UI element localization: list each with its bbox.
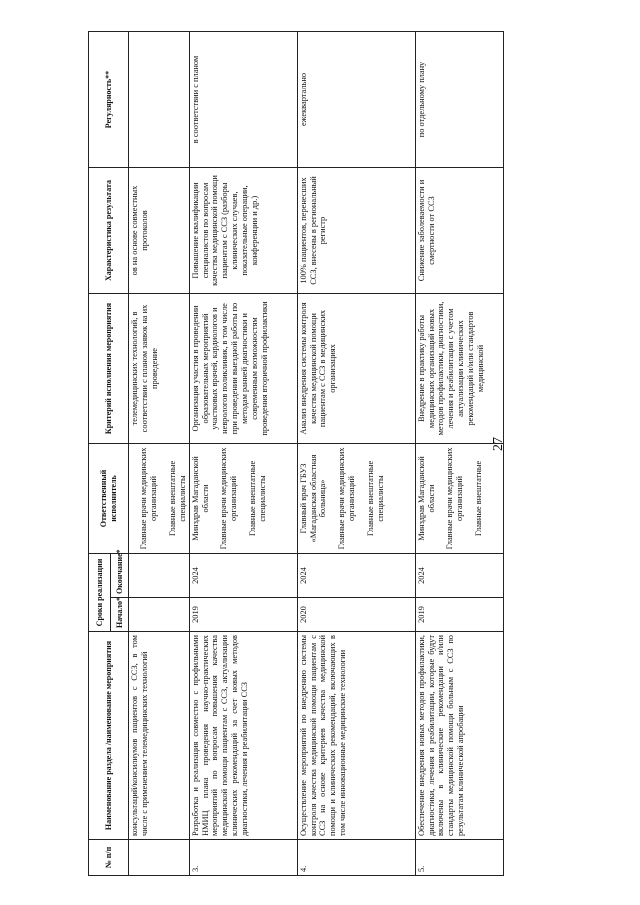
row-end: 2024 xyxy=(189,554,297,598)
header-end: Окончание* xyxy=(111,554,129,598)
row-regularity: по отдельному плану xyxy=(415,32,503,168)
row-criterion: телемедицинских технологий, в соответствии с планом заявок на их проведение xyxy=(129,294,190,444)
row-name: Обеспечение внедрения новых методов профилактики, диагностики, лечения и реабилитации, которые будут включены в клинические рекомендации и/или стандарты медицинской помощи больным с ССЗ по результатам клинической апробации xyxy=(415,632,503,840)
responsible-line: Минздрав Магаданской области xyxy=(416,456,436,541)
row-responsible xyxy=(129,444,190,554)
rotated-table-container xyxy=(88,32,486,876)
responsible-line: Главные внештатные специалисты xyxy=(167,460,187,537)
row-criterion: Внедрение в практику работы медицинских организаций новых методов профилактики, диагностики, лечения и реабилитации с учетом актуализации клинических рекомендаций и/или стандартов медицинской xyxy=(415,294,503,444)
responsible-line: Главные внештатные xyxy=(474,460,484,537)
row-num: 4. xyxy=(297,840,415,876)
header-result: Характеристика результата xyxy=(89,168,129,294)
responsible-line: Главные внештатные специалисты xyxy=(248,460,268,537)
row-end: 2024 xyxy=(297,554,415,598)
row-end xyxy=(129,554,190,598)
responsible-line: Главные врачи медицинских организаций xyxy=(219,447,239,550)
row-regularity: в соответствии с планом xyxy=(189,32,297,168)
row-responsible xyxy=(415,444,503,554)
row-num xyxy=(129,840,190,876)
row-start xyxy=(129,598,190,632)
row-num: 5. xyxy=(415,840,503,876)
header-regularity: Регулярность** xyxy=(89,32,129,168)
row-name: консультаций/консилиумов пациентов с ССЗ, в том числе с применением телемедицинских технологий xyxy=(129,632,190,840)
responsible-line: Главные врачи медицинских организаций xyxy=(139,447,158,550)
row-start: 2019 xyxy=(415,598,503,632)
row-result: 100% пациентов, перенесших ССЗ, внесены в региональный регистр xyxy=(297,168,415,294)
table-row xyxy=(129,32,190,876)
row-result: ов на основе совместных протоколов xyxy=(129,168,190,294)
responsible-line: Минздрав Магаданской области xyxy=(190,456,210,541)
page-number: 27 xyxy=(491,437,506,451)
responsible-line: Главный врач ГБУЗ «Магаданская областная больница» xyxy=(298,454,328,543)
responsible-line: Главные врачи медицинских организаций xyxy=(445,447,465,550)
row-criterion: Организация участия в проведении образовательных мероприятий участковых врачей, кардиологов и неврологов поликлиник, в том числе при проведении выездной работы по методам ранней диагностики и современным возможностям проведения вторичной профилактики xyxy=(189,294,297,444)
row-regularity xyxy=(129,32,190,168)
table-row xyxy=(189,32,297,876)
row-result: Повышение квалификации специалистов по вопросам качества медицинской помощи пациентам с ССЗ (разборы клинических случаев, показательные операции, конференции и др.) xyxy=(189,168,297,294)
table-row xyxy=(415,32,503,876)
row-end: 2024 xyxy=(415,554,503,598)
row-num: 3. xyxy=(189,840,297,876)
header-start: Начало* xyxy=(111,598,129,632)
row-name: Разработка и реализация совместно с профильными НМИЦ плана проведения научно-практических мероприятий по вопросам повышения качества медицинской помощи пациентам с ССЗ, актуализации клинических рекомендаций за счет новых методов диагностики, лечения и реабилитации ССЗ xyxy=(189,632,297,840)
row-regularity: ежеквартально xyxy=(297,32,415,168)
row-criterion: Анализ внедрения системы контроля качества медицинской помощи пациентам с ССЗ в медицинских организациях xyxy=(297,294,415,444)
responsible-line: Главные врачи медицинских организаций xyxy=(337,447,357,550)
header-name: Наименование раздела /наименование мероприятия xyxy=(89,632,129,840)
responsible-line: Главные внештатные специалисты xyxy=(366,460,386,537)
header-num: № п/п xyxy=(89,840,129,876)
header-row-1 xyxy=(89,32,111,876)
row-responsible xyxy=(189,444,297,554)
measures-table xyxy=(88,31,504,876)
row-start: 2019 xyxy=(189,598,297,632)
header-criterion: Критерий исполнения мероприятия xyxy=(89,294,129,444)
row-responsible xyxy=(297,444,415,554)
table-row xyxy=(297,32,415,876)
row-start: 2020 xyxy=(297,598,415,632)
header-responsible: Ответственный исполнитель xyxy=(89,444,129,554)
header-terms: Сроки реализации xyxy=(89,554,111,632)
row-name: Осуществление мероприятий по внедрению системы контроля качества медицинской помощи пациентам с ССЗ на основе критериев качества медицинской помощи и клинических рекомендаций, включающих в том числе инновационные медицинские технологии xyxy=(297,632,415,840)
row-result: Снижение заболеваемости и смертности от ССЗ xyxy=(415,168,503,294)
